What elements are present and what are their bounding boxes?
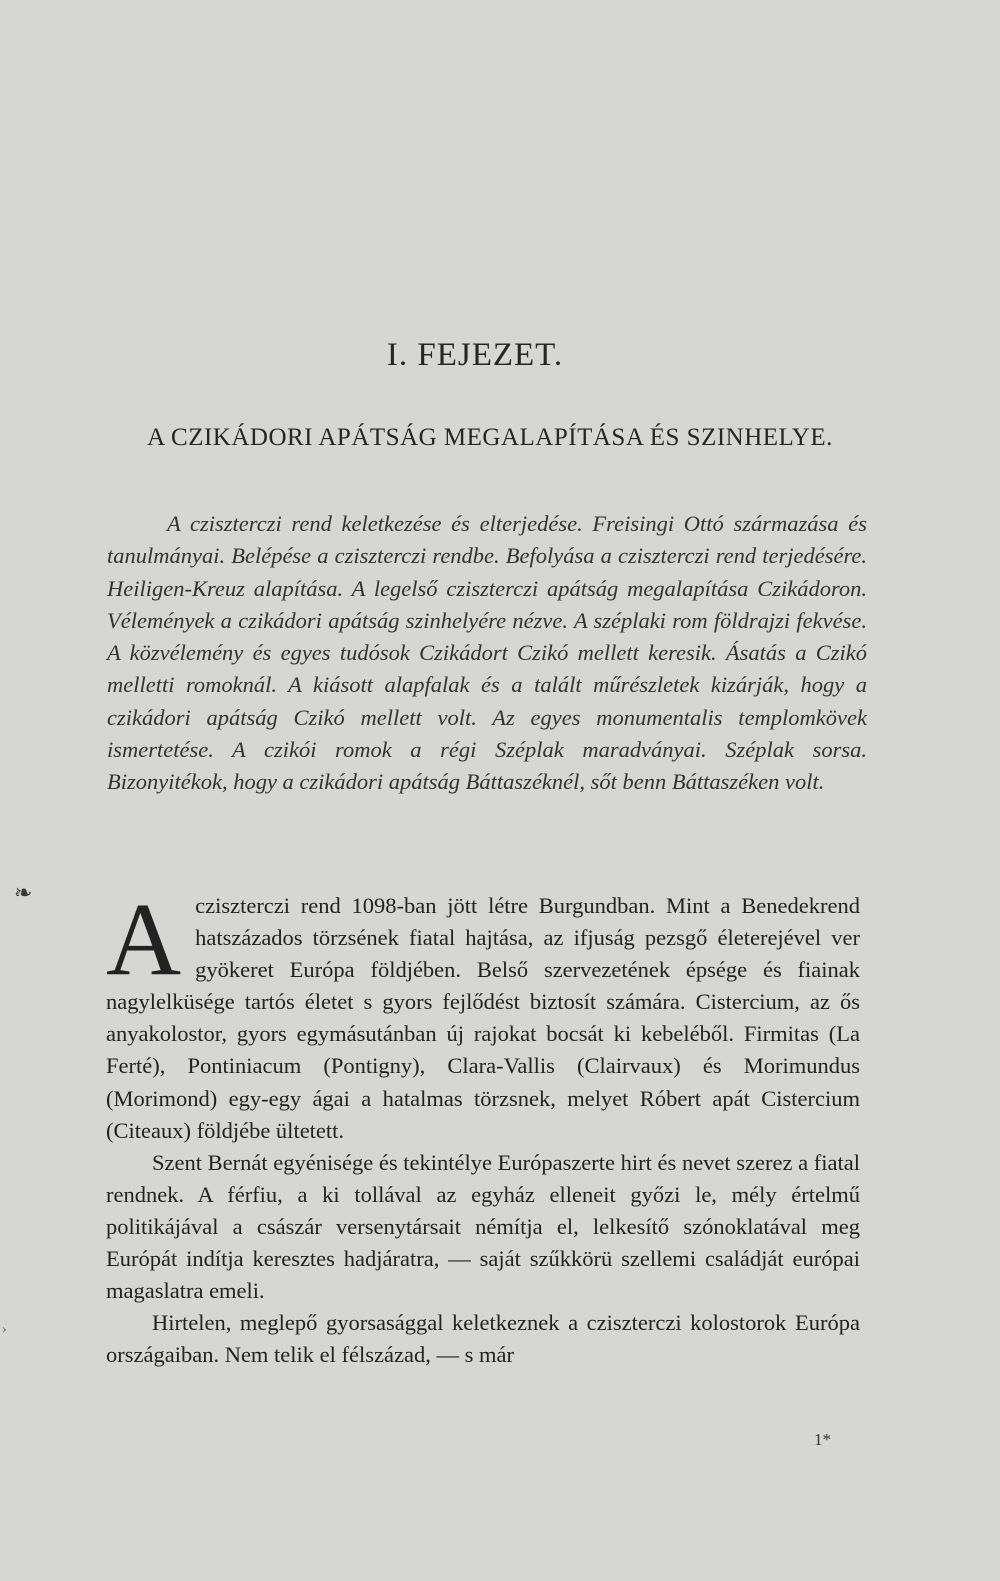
printer-ornament-icon: ❧ <box>14 880 33 905</box>
drop-cap: A <box>106 882 182 997</box>
main-text <box>106 882 860 1371</box>
paragraph-2: Szent Bernát egyénisége és tekintélye Európaszerte hirt és nevet szerez a fiatal rendnek. A férfiu, a ki tollával az egyház elleneit győzi le, mély értelmű politikájával a császár versenytársait némítja el, lelkesítő szónoklatával meg Európát indítja keresztes hadjáratra, — saját szűkkörü szellemi családját európai magaslatra emeli. <box>106 1149 860 1304</box>
chapter-summary: A cziszterczi rend keletkezése és elterjedése. Freisingi Ottó származása és tanulmányai. Belépése a cziszterczi rendbe. Befolyása a cziszterczi rend terjedésére. Heiligen-Kreuz alapítása. A legelső cziszterczi apátság megalapítása Czikádoron. Vélemények a czikádori apátság szinhelyére nézve. A széplaki rom földrajzi fekvése. A közvélemény és egyes tudósok Czikádort Czikó mellett keresik. Ásatás a Czikó melletti romoknál. A kiásott alapfalak és a talált műrészletek kizárják, hogy a czikádori apátság Czikó mellett volt. Az egyes monumentalis templomkövek ismertetése. A czikói romok a régi Széplak maradványai. Széplak sorsa. Bizonyitékok, hogy a czikádori apátság Báttaszéknél, sőt benn Báttaszéken volt. <box>107 511 867 795</box>
paragraph-1-text: cziszterczi rend 1098-ban jött létre Burgundban. Mint a Benedekrend hatszázados törzsének fiatal hajtása, az ifjuság pezsgő életerejével ver gyökeret Európa földjében. Belső szervezetének épsége és fiainak nagylelküsége tartós életet s gyors fejlődést biztosít számára. Cistercium, az ős anyakolostor, gyors egymásutánban új rajokat bocsát ki kebeléből. Firmitas (La Ferté), Pontiniacum (Pontigny), Clara-Vallis (Clairvaux) és Morimundus (Morimond) egy-egy ágai a hatalmas törzsnek, melyet Róbert apát Cistercium (Citeaux) földjébe ültetett. <box>106 893 860 1143</box>
page-number: 1* <box>814 1430 831 1449</box>
chapter-heading: I. FEJEZET. <box>386 337 564 373</box>
paragraph-3: Hirtelen, meglepő gyorsasággal keletkeznek a cziszterczi kolostorok Európa országaiban. Nem telik el félszázad, — s már <box>106 1310 860 1368</box>
paragraph-1 <box>106 882 860 1147</box>
chapter-subtitle: A CZIKÁDORI APÁTSÁG MEGALAPÍTÁSA ÉS SZINHELYE. <box>147 424 833 451</box>
margin-mark-icon: › <box>2 1322 7 1337</box>
